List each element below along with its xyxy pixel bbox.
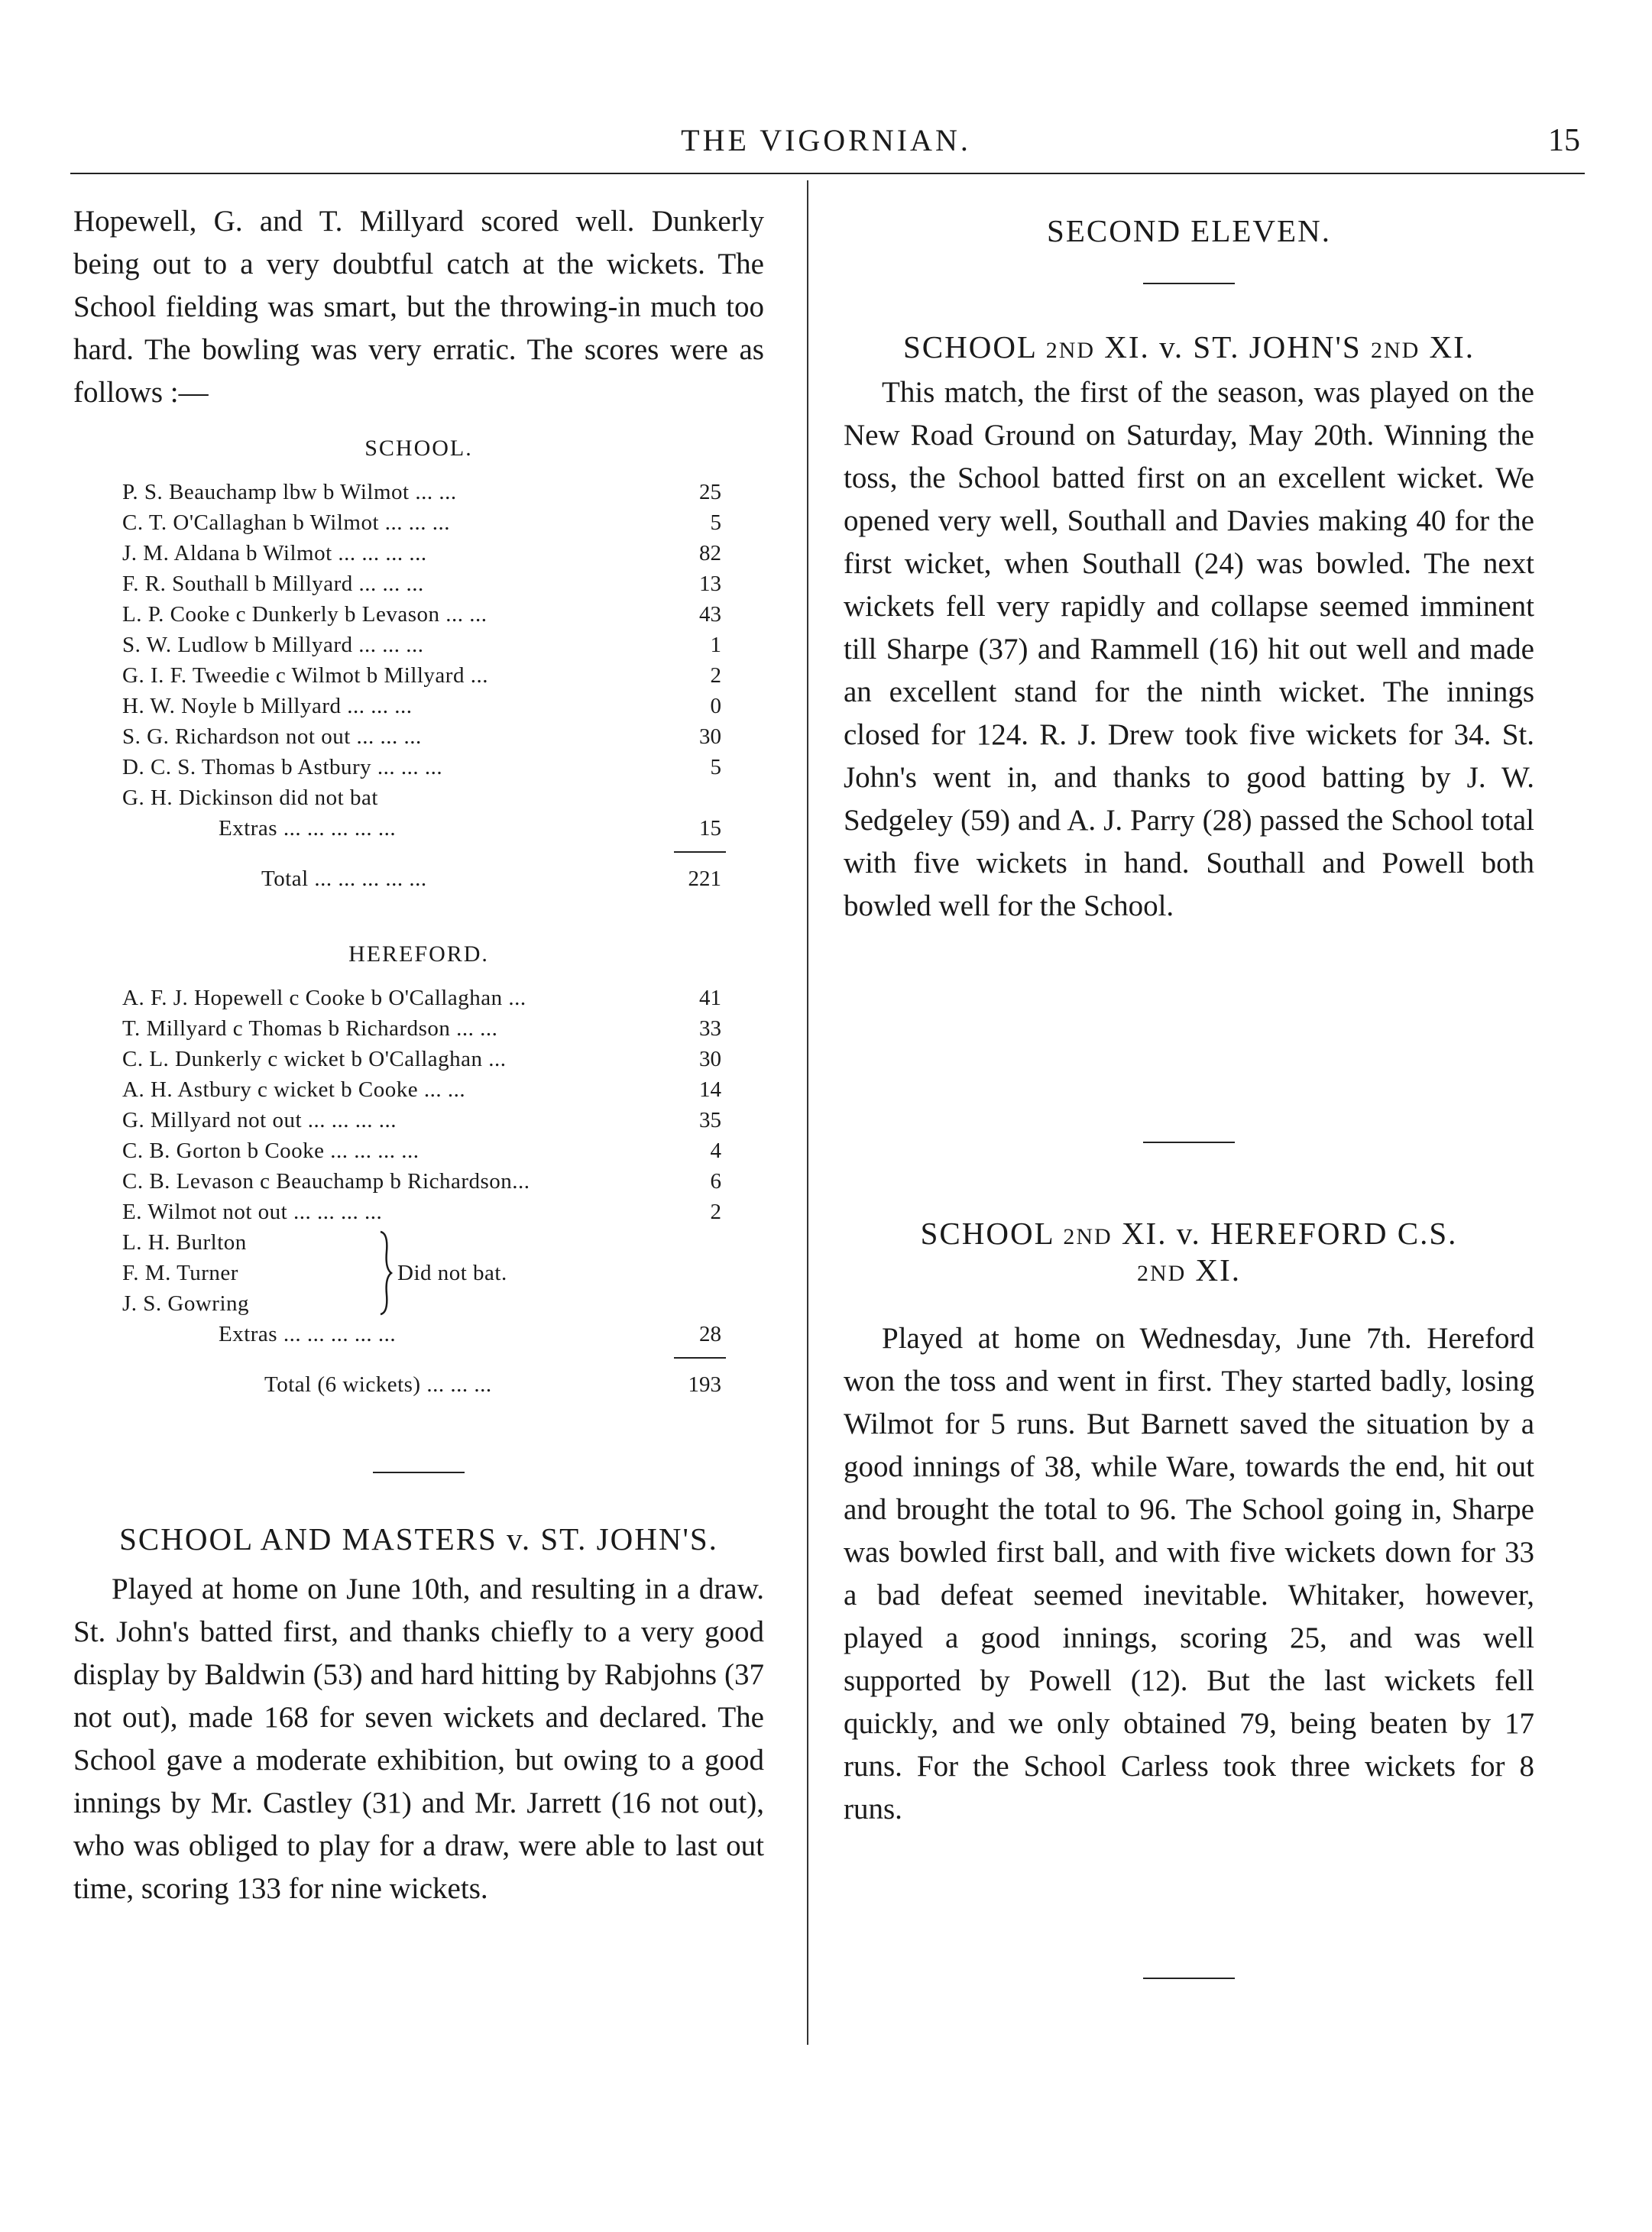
table-row — [73, 477, 764, 507]
batsman-entry: A. F. J. Hopewell c Cooke b O'Callaghan ... — [122, 986, 526, 1010]
batsman-entry: P. S. Beauchamp lbw b Wilmot ... ... — [122, 480, 457, 504]
sum-rule — [674, 1357, 726, 1359]
masters-heading-opponent: ST. JOHN'S. — [540, 1521, 718, 1557]
dnb-player — [73, 1227, 764, 1258]
separator-rule — [1143, 1142, 1235, 1143]
batsman-entry: E. Wilmot not out ... ... ... ... — [122, 1200, 383, 1224]
total-value: 193 — [688, 1372, 721, 1397]
batsman-entry: C. T. O'Callaghan b Wilmot ... ... ... — [122, 510, 451, 535]
runs-value: 82 — [699, 541, 721, 565]
dnb-player — [73, 1288, 764, 1319]
did-not-bat-group — [73, 1227, 764, 1319]
extras-row — [73, 813, 764, 844]
batsman-entry: D. C. S. Thomas b Astbury ... ... ... — [122, 755, 443, 779]
sum-rule-row — [73, 1349, 764, 1366]
hereford-scorecard — [73, 941, 764, 967]
separator-rule — [1143, 1978, 1235, 1979]
table-row — [73, 752, 764, 782]
runs-value: 33 — [699, 1016, 721, 1041]
runs-value: 14 — [699, 1077, 721, 1102]
hereford-scorecard-table — [73, 983, 764, 1403]
runs-value: 41 — [699, 986, 721, 1010]
runs-value: 30 — [699, 1047, 721, 1071]
match1-heading-part: XI. — [1104, 329, 1150, 364]
table-row — [73, 1105, 764, 1135]
sum-rule-row — [73, 844, 764, 860]
runs-value: 5 — [710, 755, 721, 779]
table-row — [73, 1074, 764, 1105]
masters-paragraph: Played at home on June 10th, and resulting in a draw. St. John's batted first, and thanks chiefly to a very good display by Baldwin (53) and hard hitting by Rabjohns (37 not out), made 168 for seven wickets and declared. The School gave a moderate exhibition, but owing to a good innings by Mr. Castley (31) and Mr. Jarrett (16 not out), who was obliged to play for a draw, were able to last out time, scoring 133 for nine wickets. — [73, 1573, 764, 1905]
table-row — [73, 1013, 764, 1044]
batsman-entry: L. P. Cooke c Dunkerly b Levason ... ... — [122, 602, 488, 627]
did-not-bat-label: Did not bat. — [397, 1261, 507, 1285]
masters-heading-main: SCHOOL AND MASTERS — [119, 1521, 497, 1557]
total-row — [73, 860, 764, 897]
match2-heading — [844, 1215, 1534, 1288]
match2-heading-part: XI. — [1195, 1252, 1242, 1288]
school-scorecard-heading: SCHOOL. — [364, 436, 473, 461]
runs-value: 25 — [699, 480, 721, 504]
batsman-entry: G. Millyard not out ... ... ... ... — [122, 1108, 397, 1132]
match1-heading-part: 2ND — [1045, 338, 1096, 363]
column-divider — [807, 180, 808, 2045]
runs-value: 0 — [710, 694, 721, 718]
extras-value: 28 — [699, 1322, 721, 1346]
extras-label: Extras ... ... ... ... ... — [219, 816, 397, 841]
table-row — [73, 599, 764, 630]
batsman-entry: H. W. Noyle b Millyard ... ... ... — [122, 694, 413, 718]
batsman-entry: G. H. Dickinson did not bat — [122, 786, 378, 810]
match1-section — [844, 329, 1534, 928]
dnb-player-name: F. M. Turner — [122, 1261, 238, 1285]
left-column — [73, 200, 764, 414]
batsman-entry: A. H. Astbury c wicket b Cooke ... ... — [122, 1077, 466, 1102]
hereford-scorecard-heading: HEREFORD. — [348, 941, 489, 967]
batsman-entry: T. Millyard c Thomas b Richardson ... ... — [122, 1016, 498, 1041]
match1-paragraph: This match, the first of the season, was played on the New Road Ground on Saturday, May 20th. Winning the toss, the School batted first on an excellent wicket. We opened very well, Southall and Davies making 40 for the first wicket, when Southall (24) was bowled. The next wickets fell very rapidly and collapse seemed imminent till Sharpe (37) and Rammell (16) hit out well and made an excellent stand for the ninth wicket. The innings closed for 124. R. J. Drew took five wickets for 34. St. John's went in, and thanks to good batting by J. W. Sedgeley (59) and A. J. Parry (28) passed the School total with five wickets in hand. Southall and Powell both bowled well for the School. — [844, 376, 1534, 922]
match1-heading-part: XI. — [1429, 329, 1475, 364]
table-row — [73, 630, 764, 660]
separator-rule — [1143, 283, 1235, 284]
second-eleven-heading: SECOND ELEVEN. — [1047, 213, 1331, 248]
table-row — [73, 721, 764, 752]
batsman-entry: F. R. Southall b Millyard ... ... ... — [122, 572, 424, 596]
match1-heading-part: SCHOOL — [902, 329, 1037, 364]
table-row — [73, 1044, 764, 1074]
table-row — [73, 983, 764, 1013]
match1-heading-part: v. — [1159, 329, 1184, 364]
match2-heading-part: 2ND — [1136, 1261, 1187, 1286]
sum-rule — [674, 851, 726, 853]
separator-rule — [373, 1472, 465, 1473]
school-scorecard — [73, 436, 764, 462]
table-row — [73, 1135, 764, 1166]
match2-section — [844, 1215, 1534, 1831]
dnb-player-name: L. H. Burlton — [122, 1230, 247, 1255]
match2-heading-part: v. — [1176, 1216, 1201, 1251]
table-row — [73, 691, 764, 721]
table-row — [73, 569, 764, 599]
match2-paragraph: Played at home on Wednesday, June 7th. Hereford won the toss and went in first. They started badly, losing Wilmot for 5 runs. But Barnett saved the situation by a good innings of 38, while Ware, towards the end, hit out and brought the total to 96. The School going in, Sharpe was bowled first ball, and with five wickets down for 33 a bad defeat seemed inevitable. Whitaker, however, played a good innings, scoring 25, and was well supported by Powell (12). But the last wickets fell quickly, and we only obtained 79, being beaten by 17 runs. For the School Carless took three wickets for 8 runs. — [844, 1322, 1534, 1825]
match2-heading-part: HEREFORD C.S. — [1210, 1216, 1458, 1251]
extras-row — [73, 1319, 764, 1349]
batsman-entry: S. W. Ludlow b Millyard ... ... ... — [122, 633, 424, 657]
batsman-entry: C. B. Levason c Beauchamp b Richardson... — [122, 1169, 530, 1194]
runs-value: 30 — [699, 724, 721, 749]
runs-value: 43 — [699, 602, 721, 627]
match2-heading-part: SCHOOL — [920, 1216, 1054, 1251]
batsman-entry: G. I. F. Tweedie c Wilmot b Millyard ... — [122, 663, 488, 688]
table-row — [73, 782, 764, 813]
masters-heading-v: v. — [507, 1521, 532, 1557]
total-value: 221 — [688, 867, 721, 891]
runs-value: 35 — [699, 1108, 721, 1132]
page-header-title: THE VIGORNIAN. — [681, 123, 971, 157]
total-label: Total (6 wickets) ... ... ... — [264, 1372, 492, 1397]
match2-heading-part: XI. — [1121, 1216, 1168, 1251]
total-label: Total ... ... ... ... ... — [261, 867, 427, 891]
batsman-entry: C. L. Dunkerly c wicket b O'Callaghan ... — [122, 1047, 507, 1071]
match1-heading — [844, 329, 1534, 365]
right-brace-icon — [377, 1230, 394, 1316]
batsman-entry: J. M. Aldana b Wilmot ... ... ... ... — [122, 541, 427, 565]
match1-heading-part: ST. JOHN'S — [1193, 329, 1362, 364]
table-row — [73, 1166, 764, 1197]
runs-value: 6 — [710, 1169, 721, 1194]
right-column — [844, 212, 1534, 284]
intro-paragraph: Hopewell, G. and T. Millyard scored well. Dunkerly being out to a very doubtful catch at the wickets. The School fielding was smart, but the throwing-in much too hard. The bowling was very erratic. The scores were as follows :— — [73, 205, 764, 409]
match1-heading-part: 2ND — [1370, 338, 1420, 363]
match2-heading-part: 2ND — [1063, 1224, 1113, 1249]
total-row — [73, 1366, 764, 1403]
batsman-entry: C. B. Gorton b Cooke ... ... ... ... — [122, 1139, 419, 1163]
table-row — [73, 1197, 764, 1227]
extras-value: 15 — [699, 816, 721, 841]
extras-label: Extras ... ... ... ... ... — [219, 1322, 397, 1346]
runs-value: 5 — [710, 510, 721, 535]
header-rule — [70, 173, 1585, 174]
runs-value: 4 — [710, 1139, 721, 1163]
table-row — [73, 538, 764, 569]
table-row — [73, 660, 764, 691]
batsman-entry: S. G. Richardson not out ... ... ... — [122, 724, 422, 749]
section-separator — [844, 1142, 1534, 1143]
runs-value: 2 — [710, 663, 721, 688]
page-number: 15 — [1548, 123, 1580, 158]
runs-value: 13 — [699, 572, 721, 596]
section-separator — [844, 1978, 1534, 1979]
table-row — [73, 507, 764, 538]
runs-value: 1 — [710, 633, 721, 657]
runs-value: 2 — [710, 1200, 721, 1224]
masters-section — [73, 1521, 764, 1910]
school-scorecard-table — [73, 477, 764, 897]
section-separator — [73, 1472, 764, 1473]
dnb-player-name: J. S. Gowring — [122, 1291, 250, 1316]
masters-heading — [73, 1521, 764, 1557]
